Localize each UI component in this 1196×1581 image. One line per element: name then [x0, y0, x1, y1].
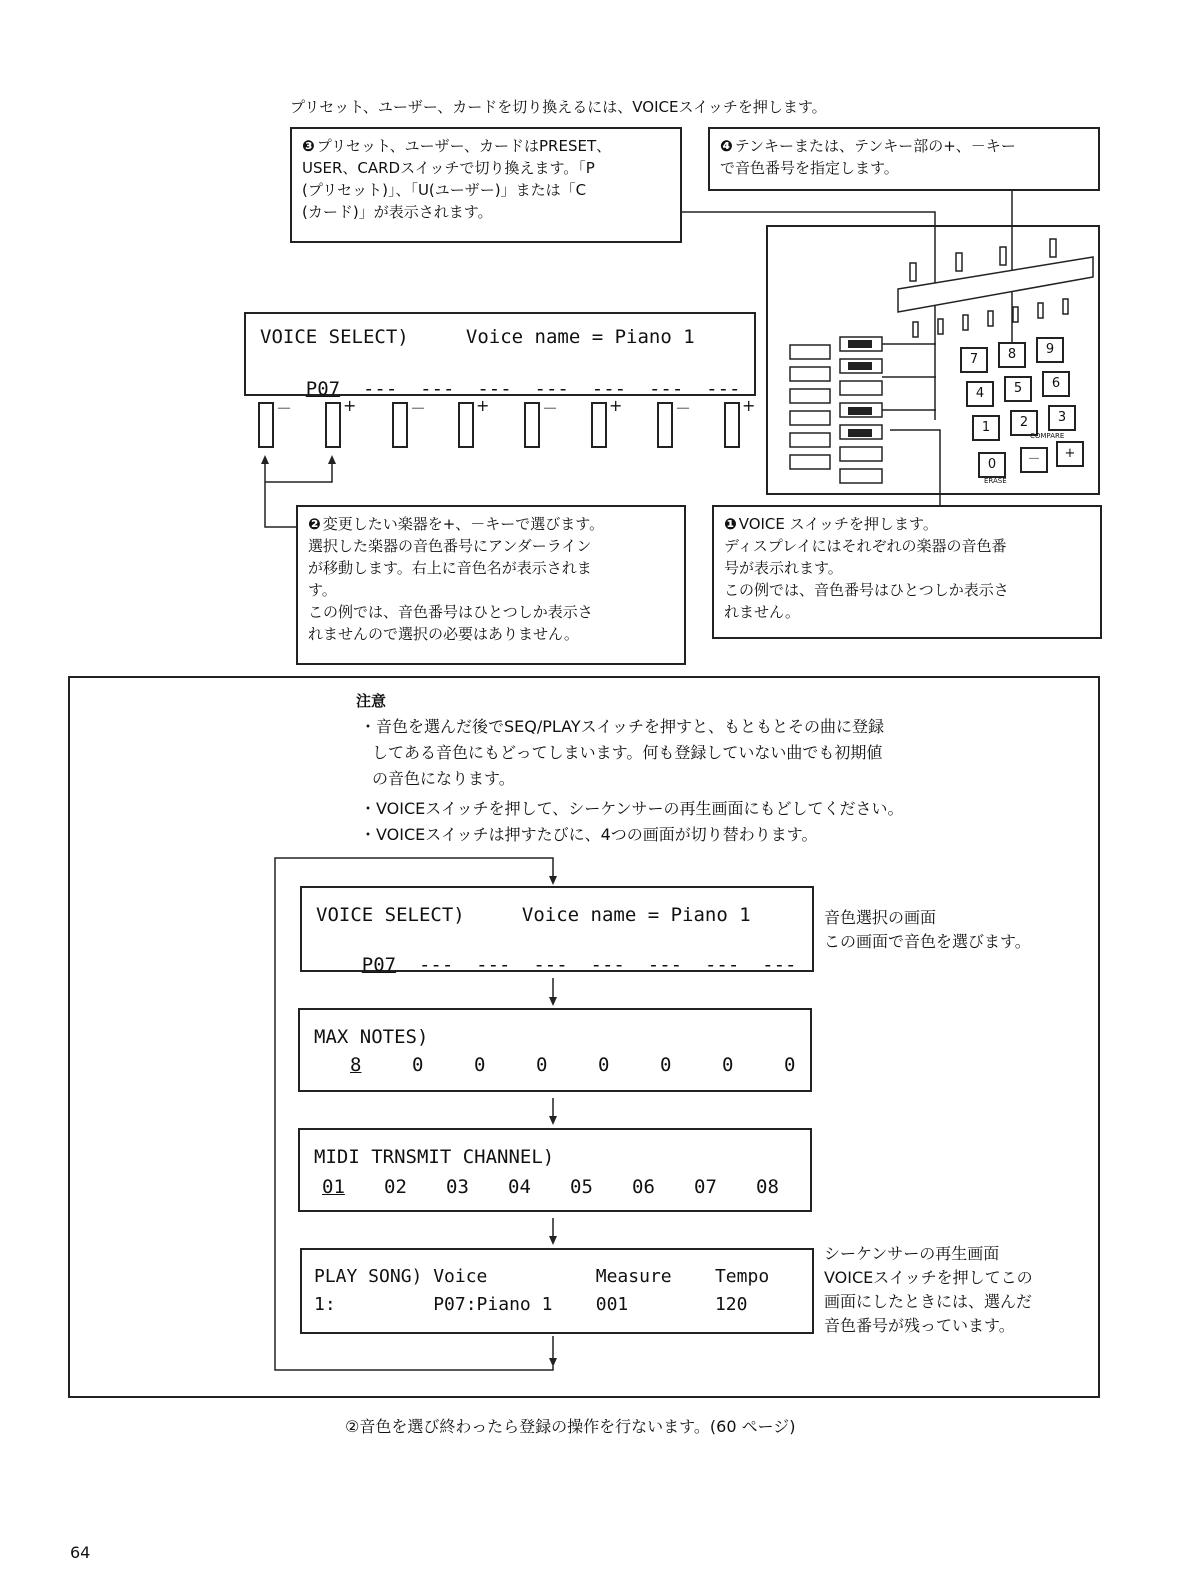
callout-3: [290, 127, 682, 243]
keypad-key-8: 8: [998, 342, 1026, 368]
track1-minus-sign: －: [276, 399, 293, 418]
compare-label: COMPARE: [1030, 432, 1065, 440]
erase-label: ERASE: [984, 477, 1007, 485]
track2-plus-sign: +: [476, 396, 490, 415]
footer-text: ②音色を選び終わったら登録の操作を行ないます。(60 ページ): [345, 1417, 796, 1436]
intro-text: プリセット、ユーザー、カードを切り換えるには、VOICEスイッチを押します。: [290, 98, 827, 116]
track2-minus-sign: －: [410, 399, 427, 418]
callout-3-text: プリセット、ユーザー、カードはPRESET、 USER、CARDスイッチで切り換えます。「P (プリセット)」、「U(ユーザー)」または「C (カード)」が表示されます。: [302, 137, 612, 221]
screen-voice-line1: VOICE SELECT) Voice name = Piano 1: [316, 904, 751, 926]
note-line-3: の音色になります。: [372, 769, 515, 788]
keypad-key-2: 2: [1010, 410, 1038, 436]
note-line-2: してある音色にもどってしまいます。何も登録していない曲でも初期値: [372, 743, 883, 762]
track4-plus-sign: +: [742, 396, 756, 415]
screen-play-song: [300, 1248, 814, 1334]
callout-1-number: ❶: [724, 515, 737, 533]
top-lcd: [244, 312, 756, 400]
track3-plus-sign: +: [609, 396, 623, 415]
midi-channel-7: 07: [694, 1176, 717, 1198]
midi-channel-1: 01: [322, 1176, 345, 1198]
max-notes-value-8: 0: [784, 1054, 796, 1076]
screen-play-line1: PLAY SONG) Voice Measure Tempo: [314, 1266, 770, 1287]
screen-midi-line1: MIDI TRNSMIT CHANNEL): [314, 1146, 555, 1168]
keypad-key-0: 0: [978, 452, 1006, 478]
callout-4-text: テンキーまたは、テンキー部の+、－キー で音色番号を指定します。: [720, 137, 1016, 177]
track3-minus-sign: －: [542, 399, 559, 418]
midi-channel-6: 06: [632, 1176, 655, 1198]
midi-channel-4: 04: [508, 1176, 531, 1198]
keypad-key-6: 6: [1042, 371, 1070, 397]
top-lcd-other-voices: --- --- --- --- --- --- ---: [340, 378, 741, 400]
max-notes-value-5: 0: [598, 1054, 610, 1076]
note-line-1: ・音色を選んだ後でSEQ/PLAYスイッチを押すと、もともとその曲に登録: [360, 717, 885, 736]
midi-channel-2: 02: [384, 1176, 407, 1198]
track1-plus-sign: +: [343, 396, 357, 415]
track1-minus-button[interactable]: [258, 402, 274, 448]
keypad-key-5: 5: [1004, 376, 1032, 402]
track3-minus-button[interactable]: [524, 402, 540, 448]
panel-illustration: [766, 225, 1100, 495]
screen-voice-selected: P07: [361, 954, 397, 976]
page-number: 64: [70, 1543, 91, 1562]
callout-4: [708, 127, 1100, 191]
keypad-key-4: 4: [966, 381, 994, 407]
keypad-key-7: 7: [960, 347, 988, 373]
screen-max-notes: [298, 1008, 812, 1092]
note-line-5: ・VOICEスイッチは押すたびに、4つの画面が切り替わります。: [360, 825, 818, 844]
note-line-4: ・VOICEスイッチを押して、シーケンサーの再生画面にもどしてください。: [360, 799, 904, 818]
max-notes-value-1: 8: [350, 1054, 362, 1076]
track3-plus-button[interactable]: [591, 402, 607, 448]
caption-voice-select: 音色選択の画面 この画面で音色を選びます。: [824, 908, 1031, 951]
midi-channel-3: 03: [446, 1176, 469, 1198]
top-lcd-selected-voice: P07: [305, 378, 341, 400]
screen-midi-channel: [298, 1128, 812, 1212]
screen-voice-others: --- --- --- --- --- --- ---: [396, 954, 797, 976]
track1-plus-button[interactable]: [325, 402, 341, 448]
keypad-key-plus: +: [1056, 441, 1084, 467]
midi-channel-5: 05: [570, 1176, 593, 1198]
callout-2: [296, 505, 686, 665]
screen-max-line1: MAX NOTES): [314, 1026, 429, 1048]
track2-plus-button[interactable]: [458, 402, 474, 448]
caption-play-song: シーケンサーの再生画面 VOICEスイッチを押してこの 画面にしたときには、選んだ 音色番号が残っています。: [824, 1244, 1033, 1335]
track4-minus-button[interactable]: [657, 402, 673, 448]
note-title: 注意: [356, 692, 387, 710]
max-notes-value-3: 0: [474, 1054, 486, 1076]
callout-3-number: ❸: [302, 137, 315, 155]
callout-1-text: VOICE スイッチを押します。 ディスプレイにはそれぞれの楽器の音色番 号が表示れます。 この例では、音色番号はひとつしか表示さ れません。: [724, 515, 1009, 621]
max-notes-value-6: 0: [660, 1054, 672, 1076]
keypad-key-3: 3: [1048, 405, 1076, 431]
callout-1: [712, 505, 1102, 639]
track2-minus-button[interactable]: [392, 402, 408, 448]
screen-play-line2: 1: P07:Piano 1 001 120: [314, 1294, 748, 1315]
callout-2-number: ❷: [308, 515, 321, 533]
callout-2-text: 変更したい楽器を+、－キーで選びます。 選択した楽器の音色番号にアンダーライン が移動します。右上に音色名が表示されま す。 この例では、音色番号はひとつしか表示さ れませんので選択の必要はありません。: [308, 515, 605, 643]
max-notes-value-7: 0: [722, 1054, 734, 1076]
max-notes-value-2: 0: [412, 1054, 424, 1076]
track4-minus-sign: －: [675, 399, 692, 418]
callout-4-number: ❹: [720, 137, 733, 155]
keypad-key-1: 1: [972, 415, 1000, 441]
track4-plus-button[interactable]: [724, 402, 740, 448]
max-notes-value-4: 0: [536, 1054, 548, 1076]
keypad-key-9: 9: [1036, 337, 1064, 363]
screen-voice-select: [300, 886, 814, 976]
midi-channel-8: 08: [756, 1176, 779, 1198]
keypad-key-minus: －: [1020, 447, 1048, 473]
top-lcd-line1: VOICE SELECT) Voice name = Piano 1: [260, 326, 695, 348]
